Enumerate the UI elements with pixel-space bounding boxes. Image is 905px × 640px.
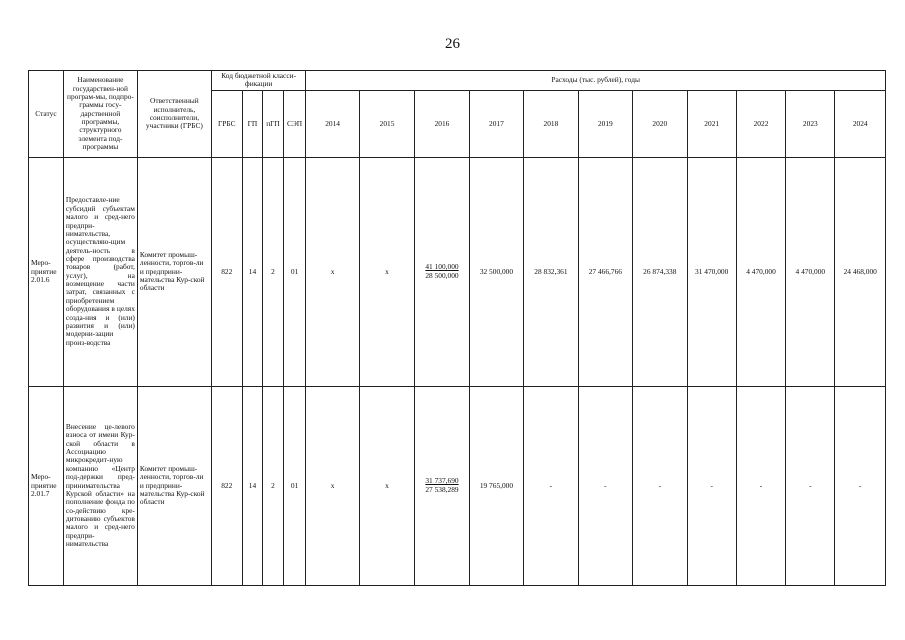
row-value-2021: - (687, 386, 736, 585)
header-code-sep: СЭП (283, 90, 306, 157)
header-year-2024: 2024 (835, 90, 886, 157)
row-value-2017: 19 765,000 (469, 386, 523, 585)
header-code-pgp: пГП (263, 90, 284, 157)
row-value-2020: 26 874,338 (633, 157, 687, 386)
header-year-2021: 2021 (687, 90, 736, 157)
header-year-2022: 2022 (736, 90, 785, 157)
row-name: Предоставле-ние субсидий субъектам малого и сред-него предпри-нимательства, осуществляю-щим деятель-ность в сфере производства товаров (работ, услуг), на возмещение части затрат, связанных с приобретением оборудования в целях созда-ния и (или) развития и (или) модерни-зации произ-водства (63, 157, 137, 386)
header-responsible: Ответственный исполнитель, соисполнители, участники (ГРБС) (137, 71, 211, 158)
header-expenses-group: Расходы (тыс. рублей), годы (306, 71, 886, 91)
page-number: 26 (445, 36, 460, 52)
header-year-2018: 2018 (524, 90, 578, 157)
row-gp: 14 (242, 386, 263, 585)
row-status: Меро-приятие 2.01.6 (29, 157, 64, 386)
header-code-group: Код бюджетной класси-фикации (211, 71, 306, 91)
row-value-2019: 27 466,766 (578, 157, 632, 386)
header-year-2015: 2015 (359, 90, 414, 157)
row-responsible: Комитет промыш-ленности, торгов-ли и предприни-мательства Кур-ской области (137, 157, 211, 386)
row-value-2016 (415, 386, 469, 585)
row-value-2018: - (524, 386, 578, 585)
row-value-2017: 32 500,000 (469, 157, 523, 386)
header-year-2020: 2020 (633, 90, 687, 157)
row-value-2016-top: 41 100,000 (425, 262, 459, 272)
row-value-2024: 24 468,000 (835, 157, 886, 386)
row-value-2018: 28 832,361 (524, 157, 578, 386)
row-value-2014: х (306, 157, 359, 386)
header-year-2019: 2019 (578, 90, 632, 157)
header-year-2023: 2023 (786, 90, 835, 157)
header-code-grbs: ГРБС (211, 90, 242, 157)
row-value-2020: - (633, 386, 687, 585)
row-value-2022: 4 470,000 (736, 157, 785, 386)
row-value-2023: - (786, 386, 835, 585)
header-name: Наименование государствен-ной програм-мы, подпро-граммы госу-дарственной программы, структурного элемента под-программы (63, 71, 137, 158)
row-value-2016-bottom: 27 538,289 (425, 484, 459, 494)
row-sep: 01 (283, 386, 306, 585)
header-code-gp: ГП (242, 90, 263, 157)
row-grbs: 822 (211, 386, 242, 585)
table-row (29, 157, 886, 386)
row-value-2024: - (835, 386, 886, 585)
row-value-2022: - (736, 386, 785, 585)
header-year-2017: 2017 (469, 90, 523, 157)
header-year-2014: 2014 (306, 90, 359, 157)
row-value-2015: х (359, 386, 414, 585)
row-value-2016-bottom: 28 500,000 (425, 270, 459, 280)
header-status: Статус (29, 71, 64, 158)
row-status: Меро-приятие 2.01.7 (29, 386, 64, 585)
row-pgp: 2 (263, 386, 284, 585)
row-gp: 14 (242, 157, 263, 386)
row-value-2016-top: 31 737,690 (425, 476, 459, 486)
table-row (29, 386, 886, 585)
header-year-2016: 2016 (415, 90, 469, 157)
row-name: Внесение це-левого взноса от имени Кур-ской области в Ассоциацию микрокредит-ную компанию «Центр под-держки пред-принимательства Курской области» на пополнение фонда по со-действию кре-дитованию субъектов малого и сред-него предпри-нимательства (63, 386, 137, 585)
row-value-2015: х (359, 157, 414, 386)
row-value-2016 (415, 157, 469, 386)
row-value-2014: х (306, 386, 359, 585)
row-value-2021: 31 470,000 (687, 157, 736, 386)
row-sep: 01 (283, 157, 306, 386)
budget-table (28, 70, 886, 586)
row-value-2019: - (578, 386, 632, 585)
row-pgp: 2 (263, 157, 284, 386)
row-value-2023: 4 470,000 (786, 157, 835, 386)
row-responsible: Комитет промыш-ленности, торгов-ли и предприни-мательства Кур-ской области (137, 386, 211, 585)
row-grbs: 822 (211, 157, 242, 386)
